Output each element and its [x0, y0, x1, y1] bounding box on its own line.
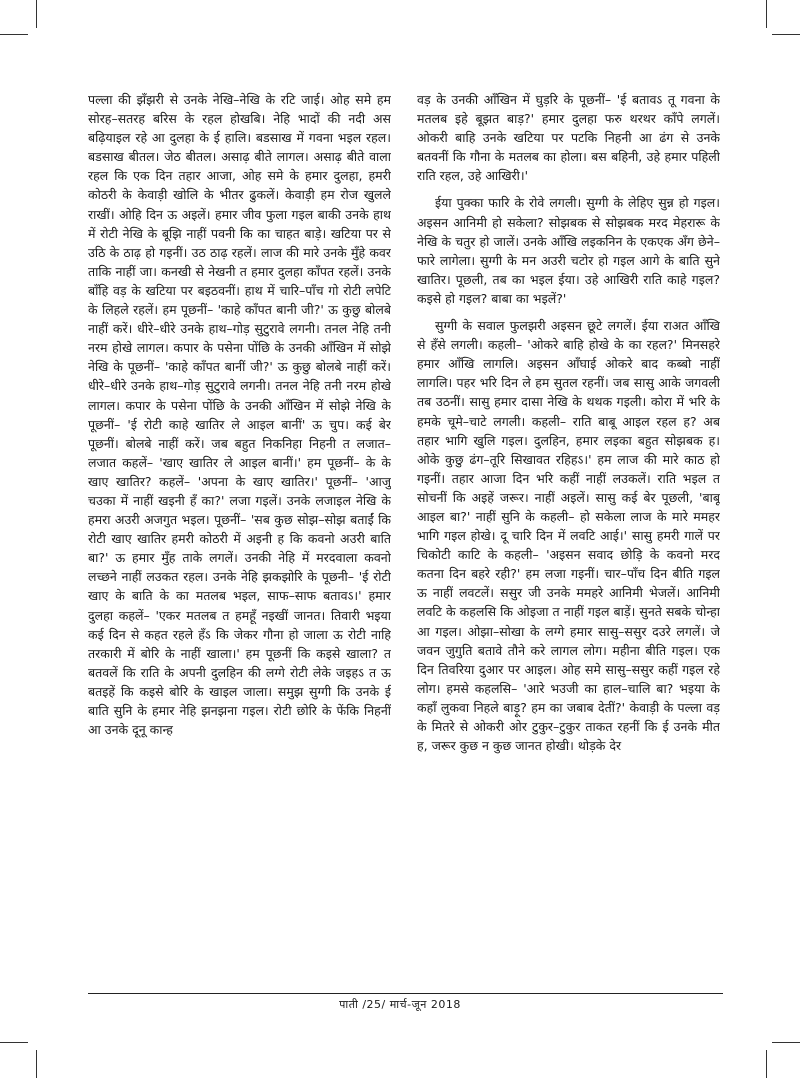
- crop-mark-bottom-left-v: [36, 1050, 37, 1078]
- text-column-right: [417, 90, 720, 880]
- crop-mark-top-right-h: [772, 34, 800, 35]
- crop-mark-top-right-v: [766, 0, 767, 28]
- crop-mark-bottom-left-h: [0, 1042, 28, 1043]
- text-column-left: [88, 90, 391, 980]
- page-footer: पाती /25/ मार्च-जून 2018: [339, 998, 461, 1011]
- paragraph: सुग्गी के सवाल फुलझरी अइसन छूटे लगलें। ईया राअत आँखि से हँसे लगली। कहली– 'ओकरे बाहि होखे के का रहल?' मिनसहरे हमार आँखि लागलि। अइसन आँघाई ओकरे बाद कब्बो नाहीं लागलि। पहर भरि दिन ले हम सुतल रहनीं। जब सासु आके जगवली तब उठनीं। सासु हमार दासा नेखि के थथक गइली। कोरा में भरि के हमके चूमे–चाटे लगली। कहली– राति बाबू आइल रहल ह? अब तहार भागि खुलि गइल। दुलहिन, हमार लइका बहुत सोझबक ह। ओके कुछु ढंग–तूरि सिखावत रहिहऽ।' हम लाज की मारे काठ हो गइनीं। तहार आजा दिन भरि कहीं नाहीं लउकलें। राति भइल त सोचनीं कि अइहें जरूर। नाहीं अइलें। सासु कई बेर पूछली, 'बाबू आइल बा?' नाहीं सुनि के कहली– हो सकेला लाज के मारे ममहर भागि गइल होखे। दू चारि दिन में लवटि आई।' सासु हमरी गालें पर चिकोटी काटि के कहली– 'अइसन सवाद छोड़ि के कवनो मरद कतना दिन बहरे रही?' हम लजा गइनीं। चार–पाँच दिन बीति गइल ऊ नाहीं लवटलें। ससुर जी उनके ममहरे आनिमी भेजलें। आनिमी लवटि के कहलसि कि ओइजा त नाहीं गइल बाड़ें। सुनते सबके चोन्हा आ गइल। ओझा–सोखा के लग्गे हमार सासु–ससुर दउरे लगलें। जे जवन जुगुति बतावे तौने करे लागल लोग। महीना बीति गइल। एक दिन तिवरिया दुआर पर आइल। ओह समे सासु–ससुर कहीं गइल रहे लोग। हमसे कहलसि– 'आरे भउजी का हाल–चालि बा? भइया के कहाँ लुकवा निहले बाड़ू? हम का जबाब देतीं?' केवाड़ी के पल्ला वड़ के मितरे से ओकरी ओर टुकुर–टुकुर ताकत रहनीं कि ई उनके मीत ह, जरूर कुछ न कुछ जानत होखी। थोड़के देर: [417, 318, 720, 754]
- crop-mark-bottom-right-v: [766, 1050, 767, 1078]
- paragraph: ईया पुक्का फारि के रोवे लगली। सुग्गी के लेहिए सुन्न हो गइल। अइसन आनिमी हो सकेला? सोझबक से सोझबक मरद मेहरारू के नेखि के चतुर हो जालें। उनके आँखि लइकनिन के एकएक अँग छेने–फारे लागेला। सुग्गी के मन अउरी चटोर हो गइल आगे के बाति सुने खातिर। पूछली, तब का भइल ईया। उहे आखिरी राति काहे गइल? कइसे हो गइल? बाबा का भइलें?': [417, 195, 720, 306]
- crop-mark-top-left-v: [36, 0, 37, 28]
- crop-mark-top-left-h: [0, 34, 28, 35]
- crop-mark-bottom-right-h: [772, 1042, 800, 1043]
- paragraph: वड़ के उनकी आँखिन में घुड़रि के पूछनीं– 'ई बतावऽ तू गवना के मतलब इहे बूझत बाड़?' हमार दुलहा फरु थरथर काँपे लगलें। ओकरी बाहि उनके खटिया पर पटकि निहनी आ ढंग से उनके बतवनीं कि गौना के मतलब का होला। बस बहिनी, उहे हमार पहिली राति रहल, उहे आखिरी।': [417, 92, 720, 184]
- footer-rule: [88, 993, 723, 994]
- paragraph: पल्ला की झँझरी से उनके नेखि–नेखि के रटि जाई। ओह समे हम सोरह–सतरह बरिस के रहल होखबि। नेहि भादों की नदी अस बढ़ियाइल रहे आ दुलहा के ई हालि। बडसाख में गवना भइल रहल। बडसाख बीतल। जेठ बीतल। असाढ़ बीते लागल। असाढ़ बीते वाला रहल कि एक दिन तहार आजा, ओह समे के हमार दुलहा, हमरी कोठरी के केवाड़ी खोलि के भीतर ढुकलें। केवाड़ी हम रोज खुलले राखीं। ओहि दिन ऊ अइलें। हमार जीव फुला गइल बाकी उनके हाथ में रोटी नेखि के बूझि नाहीं पवनी कि का चाहत बाड़े। खटिया पर से उठि के ठाढ़ हो गइनीं। उठ ठाढ़ रहलें। लाज की मारे उनके मुँहे कवर ताकि नाहीं जा। कनखी से नेखनी त हमार दुलहा काँपत रहलें। उनके बाँहि वड़ के खटिया पर बइठवनीं। हाथ में चारि–पाँच गो रोटी लपेटि के लिहले रहलें। हम पूछनीं– 'काहे काँपत बानी जी?' ऊ कुछु बोलबे नाहीं करें। धीरे–धीरे उनके हाथ–गोड़ सुटुरावे लगनी। तनल नेहि तनी नरम होखे लागल। कपार के पसेना पोंछि के उनकी आँखिन में सोझे नेखि के पूछनीं– 'काहे काँपत बानीं जी?' ऊ कुछु बोलबे नाहीं करें। धीरे–धीरे उनके हाथ–गोड़ सुटुरावे लगनी। तनल नेहि तनी नरम होखे लागल। कपार के पसेना पोंछि के उनकी आँखिन में सोझे नेखि के पूछनीं– 'ई रोटी काहे खातिर ले आइल बानीं' ऊ चुप। कई बेर पूछनीं। बोलबे नाहीं करें। जब बहुत निकनिहा निहनी त लजात–लजात कहलें– 'खाए खातिर ले आइल बानीं।' हम पूछनीं– के के खाए खातिर? कहलें– 'अपना के खाए खातिर।' पूछनीं– 'आजु चउका में नाहीं खइनी हँ का?' लजा गइलें। उनके लजाइल नेखि के हमरा अउरी अजगुत भइल। पूछनीं– 'सब कुछ सोझ–सोझ बताईं कि रोटी खाए खातिर हमरी कोठरी में अइनी ह कि कवनो अउरी बाति बा?' ऊ हमार मुँह ताके लगलें। उनकी नेहि में मरदवाला कवनो लच्छने नाहीं लउकत रहल। उनके नेहि झकझोरि के पूछनी– 'ई रोटी खाए के बाति के का मतलब भइल, साफ–साफ बतावऽ।' हमार दुलहा कहलें– 'एकर मतलब त हमहूँ नइखीं जानत। तिवारी भइया कई दिन से कहत रहले हँऽ कि जेकर गौना हो जाला ऊ रोटी नाहि तरकारी में बोरि के नाहीं खाला।' हम पूछनीं कि कइसे खाला? त बतवलें कि राति के अपनी दुलहिन की लग्गे रोटी लेके जइहऽ त ऊ बतइहें कि कइसे बोरि के खाइल जाला। समुझ सुग्गी कि उनके ई बाति सुनि के हमार नेहि झनझना गइल। रोटी छोरि के फेंकि निहनीं आ उनके दूनू कान्ह: [88, 92, 391, 738]
